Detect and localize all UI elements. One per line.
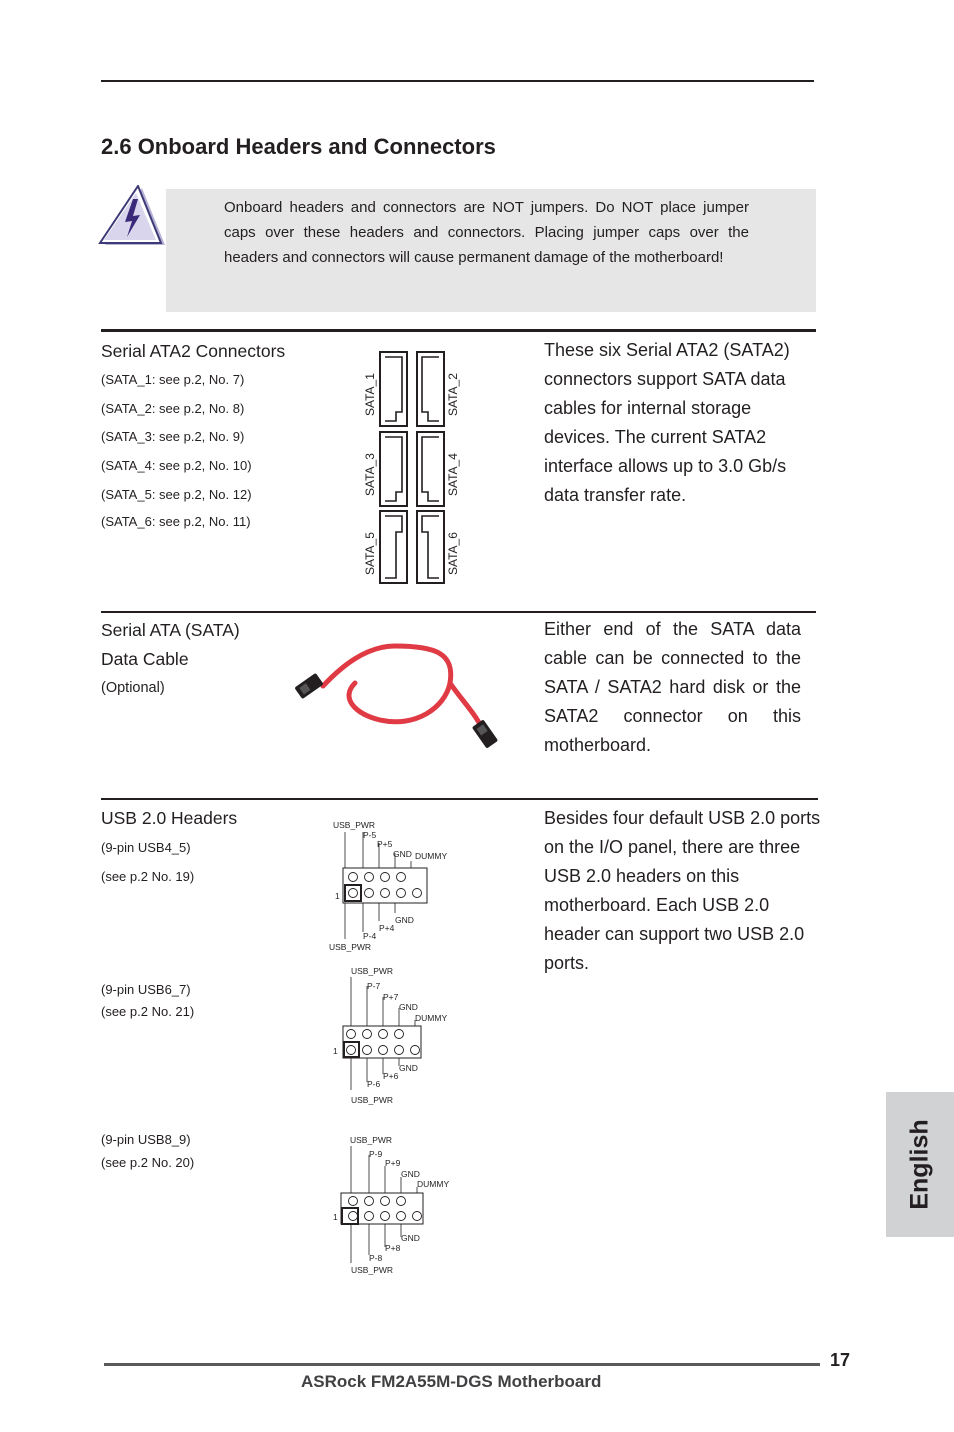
sata-ref-5: (SATA_5: see p.2, No. 12) <box>101 487 252 502</box>
sata-ref-2: (SATA_2: see p.2, No. 8) <box>101 401 245 416</box>
sata-label-1: SATA_1 <box>363 373 377 416</box>
usb1-gnd-top: GND <box>393 849 412 859</box>
usb-header-diagram-3 <box>325 1131 465 1277</box>
usb2-pwr-top: USB_PWR <box>351 966 394 976</box>
usb2-pin1: 1 <box>333 1046 338 1056</box>
usb2-p-bot-b: P+6 <box>383 1071 399 1081</box>
usb-header-diagram-2 <box>325 962 465 1107</box>
cable-note: (Optional) <box>101 680 165 696</box>
usb3-p-top-a: P-9 <box>369 1149 383 1159</box>
usb2-gnd-bot: GND <box>399 1063 418 1073</box>
usb2-dummy: DUMMY <box>415 1013 448 1023</box>
cable-description: Either end of the SATA data cable can be connected to the SATA / SATA2 hard disk or the SATA2 connector on this motherboard. <box>544 619 801 755</box>
section-rule-usb <box>101 798 818 800</box>
usb-header-1-ref: (see p.2 No. 19) <box>101 869 195 884</box>
page-number: 17 <box>830 1350 851 1370</box>
section-title: 2.6 Onboard Headers and Connectors <box>101 134 496 159</box>
usb1-p-top-b: P+5 <box>377 839 393 849</box>
usb1-pwr-bot: USB_PWR <box>329 942 372 952</box>
usb3-pwr-bot: USB_PWR <box>351 1265 394 1275</box>
usb1-pwr-top: USB_PWR <box>333 820 376 830</box>
sata-connectors-diagram <box>355 348 475 586</box>
sata-ref-6: (SATA_6: see p.2, No. 11) <box>101 514 251 529</box>
usb1-pin1: 1 <box>335 891 340 901</box>
usb2-p-bot-a: P-6 <box>367 1079 381 1089</box>
usb-header-3-ref: (see p.2 No. 20) <box>101 1155 195 1170</box>
sata-ref-1: (SATA_1: see p.2, No. 7) <box>101 372 245 387</box>
usb3-pin1: 1 <box>333 1212 338 1222</box>
usb3-gnd-top: GND <box>401 1169 420 1179</box>
sata-label-2: SATA_2 <box>446 373 460 416</box>
usb1-p-top-a: P-5 <box>363 830 377 840</box>
warning-icon <box>98 185 168 249</box>
cable-heading-1: Serial ATA (SATA) <box>101 620 240 640</box>
usb3-gnd-bot: GND <box>401 1233 420 1243</box>
usb-header-2-pin: (9-pin USB6_7) <box>101 982 191 997</box>
usb2-gnd-top: GND <box>399 1002 418 1012</box>
language-tab-label-wrap <box>886 1092 954 1237</box>
language-tab-label: English <box>905 1119 934 1210</box>
usb1-p-bot-b: P+4 <box>379 923 395 933</box>
footer-rule <box>104 1363 820 1366</box>
usb2-p-top-b: P+7 <box>383 992 399 1002</box>
sata-label-6: SATA_6 <box>446 532 460 575</box>
usb3-pwr-top: USB_PWR <box>350 1135 393 1145</box>
usb3-p-top-b: P+9 <box>385 1158 401 1168</box>
sata-label-4: SATA_4 <box>446 453 460 496</box>
sata-label-5: SATA_5 <box>363 532 377 575</box>
sata-label-3: SATA_3 <box>363 453 377 496</box>
sata-cable-image <box>295 638 500 753</box>
sata-description: These six Serial ATA2 (SATA2) connectors support SATA data cables for internal storage devices. The current SATA2 interface allows up to 3.0 Gb/s data transfer rate. <box>544 340 790 505</box>
usb1-gnd-bot: GND <box>395 915 414 925</box>
usb-header-1-pin: (9-pin USB4_5) <box>101 840 191 855</box>
usb1-p-bot-a: P-4 <box>363 931 377 941</box>
usb2-pwr-bot: USB_PWR <box>351 1095 394 1105</box>
section-rule-cable <box>101 611 816 613</box>
cable-heading-2: Data Cable <box>101 649 189 669</box>
usb3-dummy: DUMMY <box>417 1179 450 1189</box>
usb-header-3-pin: (9-pin USB8_9) <box>101 1132 191 1147</box>
usb1-dummy: DUMMY <box>415 851 448 861</box>
usb-heading: USB 2.0 Headers <box>101 808 238 828</box>
sata-ref-3: (SATA_3: see p.2, No. 9) <box>101 429 245 444</box>
usb3-p-bot-b: P+8 <box>385 1243 401 1253</box>
top-rule <box>101 80 814 82</box>
usb2-p-top-a: P-7 <box>367 981 381 991</box>
usb-header-diagram-1 <box>325 817 465 955</box>
usb-description: Besides four default USB 2.0 ports on the I/O panel, there are three USB 2.0 headers on this motherboard. Each USB 2.0 header can support two USB 2.0 ports. <box>544 808 821 973</box>
section-rule-sata <box>101 329 816 332</box>
footer-product: ASRock FM2A55M-DGS Motherboard <box>301 1372 602 1391</box>
sata-ref-4: (SATA_4: see p.2, No. 10) <box>101 458 252 473</box>
sata-heading: Serial ATA2 Connectors <box>101 341 286 361</box>
usb-header-2-ref: (see p.2 No. 21) <box>101 1004 195 1019</box>
usb3-p-bot-a: P-8 <box>369 1253 383 1263</box>
warning-text: Onboard headers and connectors are NOT jumpers. Do NOT place jumper caps over these headers and connectors. Placing jumper caps over the headers and connectors will cause permanent damage of the motherboard! <box>224 199 749 266</box>
